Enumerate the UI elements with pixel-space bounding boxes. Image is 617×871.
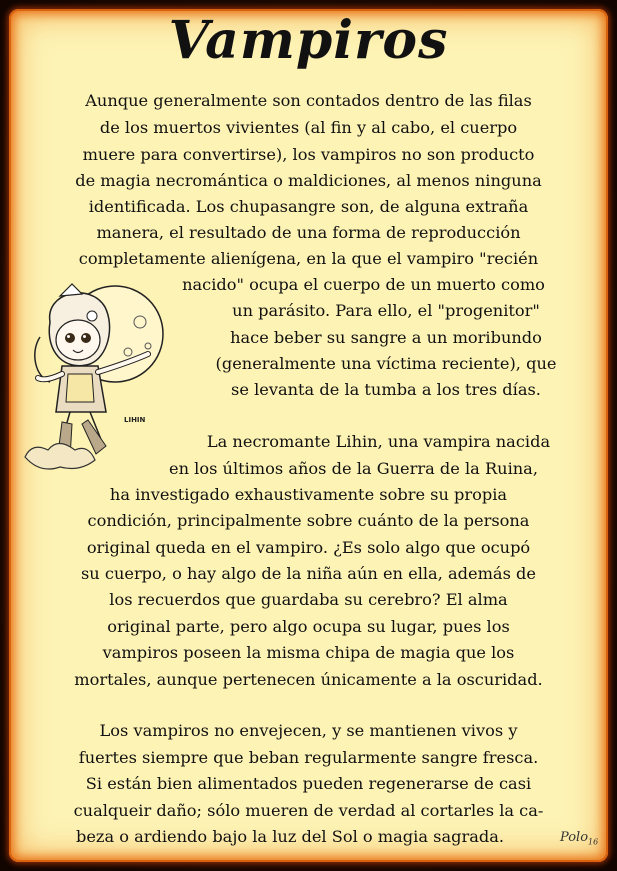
text-line: mortales, aunque pertenecen únicamente a la oscuridad. xyxy=(74,670,543,689)
text-line: condición, principalmente sobre cuánto de la persona xyxy=(87,511,530,530)
text-line: (generalmente una víctima reciente), que xyxy=(215,354,557,373)
text-line: cualqueir daño; sólo mueren de verdad al cortarles la ca- xyxy=(73,801,544,820)
text-line: Los vampiros no envejecen, y se mantienen vivos y xyxy=(99,721,518,740)
text-line: fuertes siempre que beban regularmente sangre fresca. xyxy=(78,748,539,767)
text-line: Aunque generalmente son contados dentro de las filas xyxy=(85,91,532,110)
text-line: un parásito. Para ello, el "progenitor" xyxy=(232,301,540,320)
text-line: La necromante Lihin, una vampira nacida xyxy=(206,432,551,451)
text-line: de los muertos vivientes (al fin y al cabo, el cuerpo xyxy=(99,118,518,137)
text-line: original queda en el vampiro. ¿Es solo algo que ocupó xyxy=(86,538,531,557)
text-line: hace beber su sangre a un moribundo xyxy=(230,328,542,347)
text-line: manera, el resultado de una forma de reproducción xyxy=(96,223,521,242)
text-line: de magia necromántica o maldiciones, al menos ninguna xyxy=(75,171,542,190)
text-line: Si están bien alimentados pueden regenerarse de casi xyxy=(85,774,532,793)
text-line: su cuerpo, o hay algo de la niña aún en ella, además de xyxy=(81,564,536,583)
text-line: completamente alienígena, en la que el vampiro "recién xyxy=(78,249,539,268)
text-line: nacido" ocupa el cuerpo de un muerto como xyxy=(182,275,545,294)
text-line: ha investigado exhaustivamente sobre su propia xyxy=(109,485,508,504)
signature-name: Polo xyxy=(560,830,589,845)
illustration-label: LIHIN xyxy=(124,416,146,424)
text-line: se levanta de la tumba a los tres días. xyxy=(231,380,541,399)
text-line: identificada. Los chupasangre son, de alguna extraña xyxy=(88,197,529,216)
text-line: vampiros poseen la misma chipa de magia que los xyxy=(102,643,515,662)
page-title: Vampiros xyxy=(168,10,449,71)
text-line: muere para convertirse), los vampiros no son producto xyxy=(82,145,535,164)
signature-year: 16 xyxy=(588,837,599,847)
text-line: en los últimos años de la Guerra de la Ruina, xyxy=(169,459,538,478)
text-line: original parte, pero algo ocupa su lugar, pues los xyxy=(107,617,510,636)
text-line: los recuerdos que guardaba su cerebro? El alma xyxy=(109,590,508,609)
artist-signature xyxy=(560,830,598,847)
text-line: beza o ardiendo bajo la luz del Sol o magia sagrada. xyxy=(75,827,505,846)
vampire-illustration xyxy=(20,282,175,482)
